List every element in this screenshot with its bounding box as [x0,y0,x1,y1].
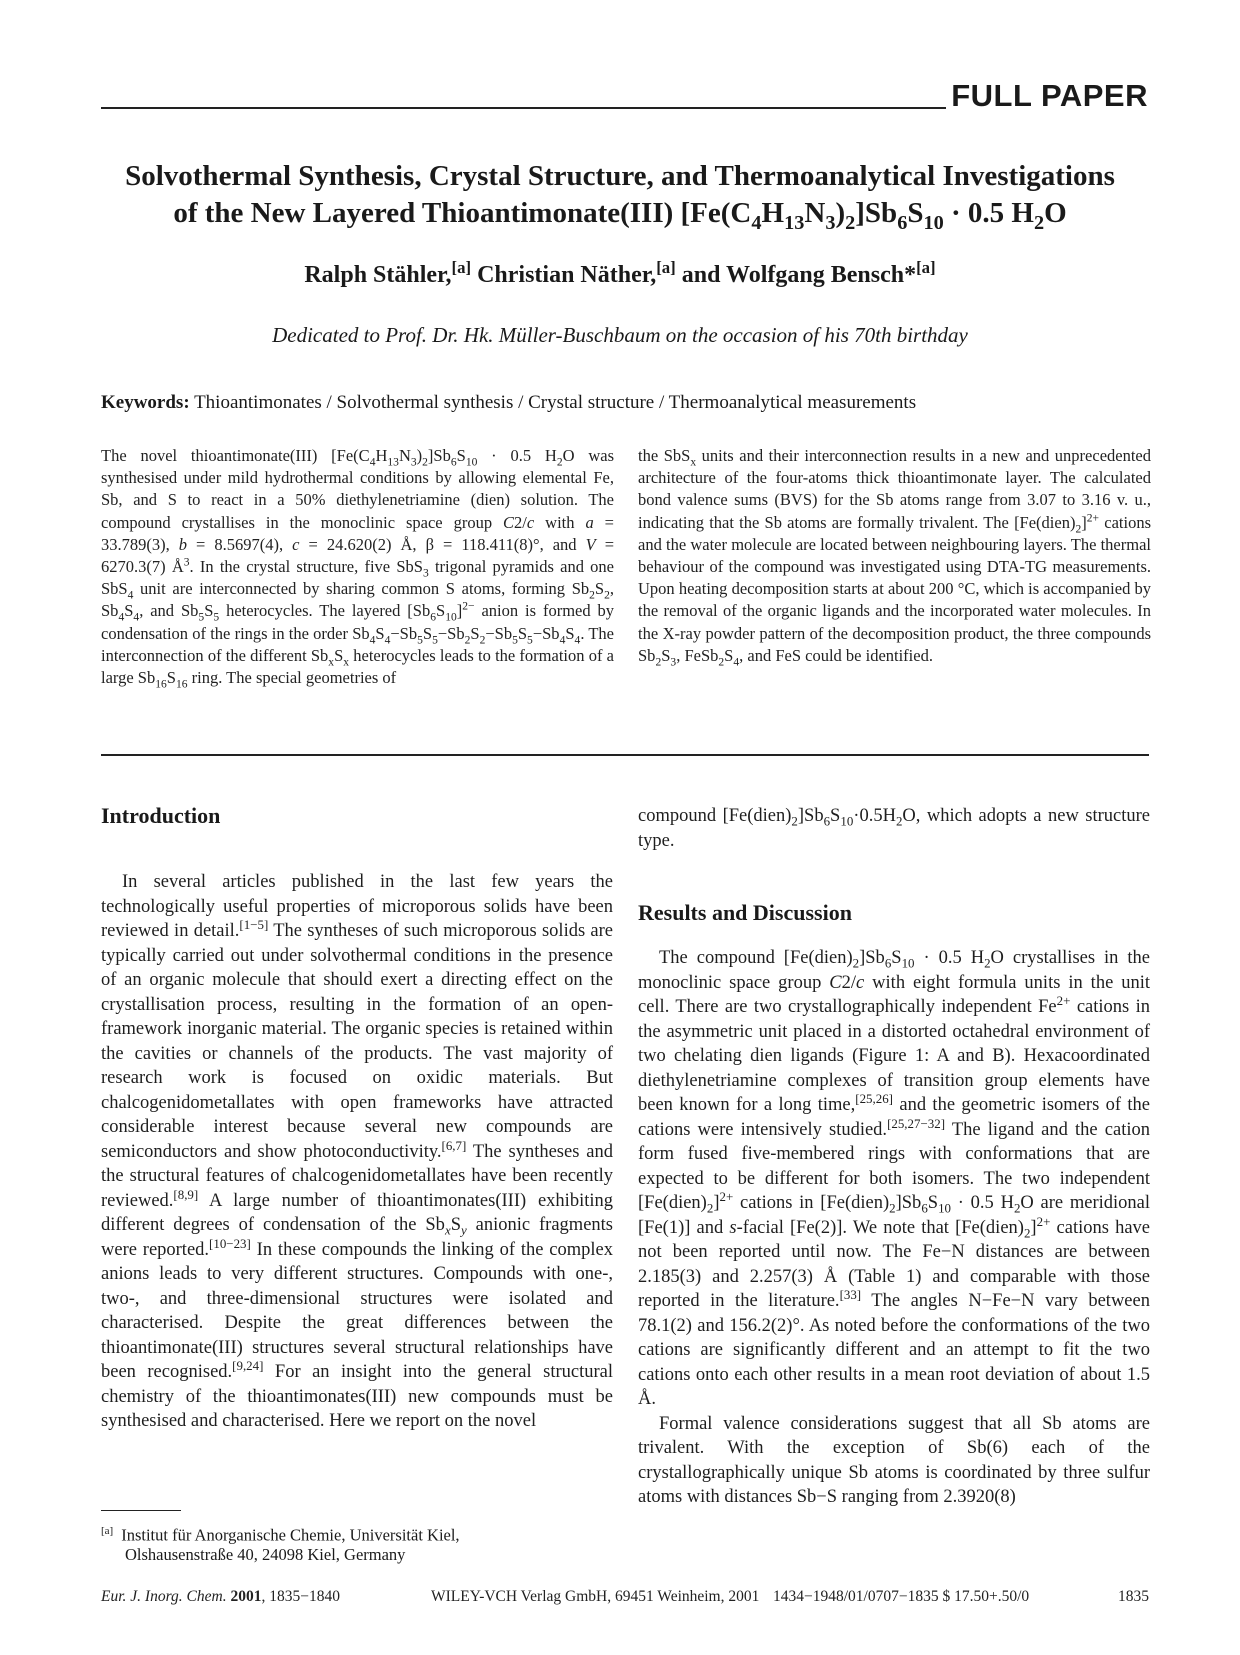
abstract-right-column: the SbS$_x$ units and their interconnection results in a new and unprecedented architecture of the four-atoms thick thioantimonate layer. The calculated bond valence sums (BVS) for the Sb atoms range from 3.07 to 3.16 v. u., indicating that the Sb atoms are formally trivalent. The $[Fe(dien)_2]^{2+}$ cations and the water molecule are located between neighbouring layers. The thermal behaviour of the compound was investigated using DTA-TG measurements. Upon heating decomposition starts at about 200 °C, which is accompanied by the removal of the organic ligands and the incorporated water molecules. In the X-ray powder pattern of the decomposition product, the three compounds $Sb_2S_3$, $FeSb_2S_4$, and FeS could be identified. [638,446,1151,669]
results-body [638,946,1150,1510]
header-label: FULL PAPER [951,78,1148,113]
introduction-continuation: compound $[Fe(dien)_2]Sb_6S_{10}\cdot 0.5H_2O$, which adopts a new structure type. [638,806,1150,851]
section-heading-results: Results and Discussion [638,900,852,925]
keywords-text: Thioantimonates / Solvothermal synthesis / Crystal structure / Thermoanalytical measurements [194,392,917,413]
author-staehler: Ralph Stähler, [304,262,452,288]
abstract-left-column: The novel thioantimonate(III) $[Fe(C_4H_{13}N_3)_2]Sb_6S_{10} \cdot 0.5$ $H_2O$ was synthesised under mild hydrothermal conditions by allowing elemental Fe, Sb, and S to react in a 50% diethylenetriamine (dien) solution. The compound crystallises in the monoclinic space group C2/c with a = 33.789(3), b = 8.5697(4), c = 24.620(2) Å, β = 118.411(8)°, and V = 6270.3(7) $Å^3$. In the crystal structure, five SbS$_3$ trigonal pyramids and one SbS$_4$ unit are interconnected by sharing common S atoms, forming $Sb_2S_2$, $Sb_4S_4$, and $Sb_5S_5$ heterocycles. The layered $[Sb_6S_{10}]^{2-}$ anion is formed by condensation of the rings in the order $Sb_4S_4-Sb_5S_5-Sb_2S_2-Sb_5S_5-Sb_4S_4$. The interconnection of the different $Sb_xS_x$ heterocycles leads to the formation of a large $Sb_{16}S_{16}$ ring. The special geometries of [101,446,615,691]
author-naether: Christian Näther, [477,262,657,288]
paper-title [90,158,1150,232]
page-number: 1835 [1118,1588,1149,1605]
keywords-label: Keywords: [101,392,190,413]
section-heading-introduction: Introduction [101,803,221,828]
title-line-2: of the New Layered Thioantimonate(III) $[Fe(C_4H_{13}N_3)_2]Sb_6S_{10} \cdot 0.5$ $H_2O$ [173,197,1067,234]
footer-citation: Eur. J. Inorg. Chem. 2001, 1835−1840 [101,1588,340,1605]
abstract-rule [101,754,1149,756]
keywords [101,392,916,414]
title-line-1: Solvothermal Synthesis, Crystal Structure, and Thermoanalytical Investigations [125,160,1115,192]
introduction-body: In several articles published in the last few years the technologically useful properties of microporous solids have been reviewed in detail.[1−5] The syntheses of such microporous solids are typically carried out under solvothermal conditions in the presence of an organic molecule that should exert a directing effect on the crystallisation process, resulting in the formation of an open-framework inorganic material. The organic species is retained within the cavities or channels of the products. The vast majority of research work is focused on oxidic materials. But chalcogenidometallates with open frameworks have attracted considerable interest because several new compounds are semiconductors and show photoconductivity.[6,7] The syntheses and the structural features of chalcogenidometallates have been recently reviewed.[8,9] A large number of thioantimonates(III) exhibiting different degrees of condensation of the $Sb_xS_y$ anionic fragments were reported.[10−23] In these compounds the linking of the complex anions leads to very different structures. Compounds with one-, two-, and three-dimensional structures were isolated and characterised. Despite the great differences between the thioantimonate(III) structures several structural relationships have been recognised.[9,24] For an insight into the general structural chemistry of the thioantimonates(III) new compounds must be synthesised and characterised. Here we report on the novel [101,872,614,1431]
footer-publisher: WILEY-VCH Verlag GmbH, 69451 Weinheim, 2001 [431,1588,760,1605]
footnote-rule [101,1510,181,1511]
affiliation-footnote: [a] Institut für Anorganische Chemie, Universität Kiel, Olshausenstraße 40, 24098 Kiel, Germany [101,1525,460,1564]
author-list: Ralph Stähler,[a] Christian Näther,[a] and Wolfgang Bensch*[a] [304,258,936,288]
results-paragraph: The compound $[Fe(dien)_2]Sb_6S_{10} \cdot 0.5$ $H_2O$ crystallises in the monoclinic space group C2/c with eight formula units in the unit cell. There are two crystallographically independent $Fe^{2+}$ cations in the asymmetric unit placed in a distorted octahedral environment of two chelating dien ligands (Figure 1: A and B). Hexacoordinated diethylenetriamine complexes of transition group elements have been known for a long time,[25,26] and the geometric isomers of the cations were intensively studied.[25,27−32] The ligand and the cation form fused five-membered rings with conformations that are expected to be different for both isomers. The two independent $[Fe(dien)_2]^{2+}$ cations in $[Fe(dien)_2]Sb_6S_{10} \cdot 0.5$ $H_2O$ are meridional [Fe(1)] and s-facial [Fe(2)]. We note that $[Fe(dien)_2]^{2+}$ cations have not been reported until now. The Fe−N distances are between 2.185(3) and 2.257(3) Å (Table 1) and comparable with those reported in the literature.[33] The angles N−Fe−N vary between 78.1(2) and 156.2(2)°. As noted before the conformations of the two cations are significantly different and an attempt to fit the two cations onto each other results in a mean root deviation of about 1.5 Å. [638,948,1150,1409]
header-rule [101,107,946,109]
author-bensch: and Wolfgang Bensch* [681,262,917,288]
footer-issn: 1434−1948/01/0707−1835 $ 17.50+.50/0 [773,1588,1030,1605]
dedication: Dedicated to Prof. Dr. Hk. Müller-Buschbaum on the occasion of his 70th birthday [272,323,968,347]
results-paragraph: Formal valence considerations suggest that all Sb atoms are trivalent. With the exception of Sb(6) each of the crystallographically unique Sb atoms is coordinated by three sulfur atoms with distances Sb−S ranging from 2.3920(8) [638,1413,1150,1507]
